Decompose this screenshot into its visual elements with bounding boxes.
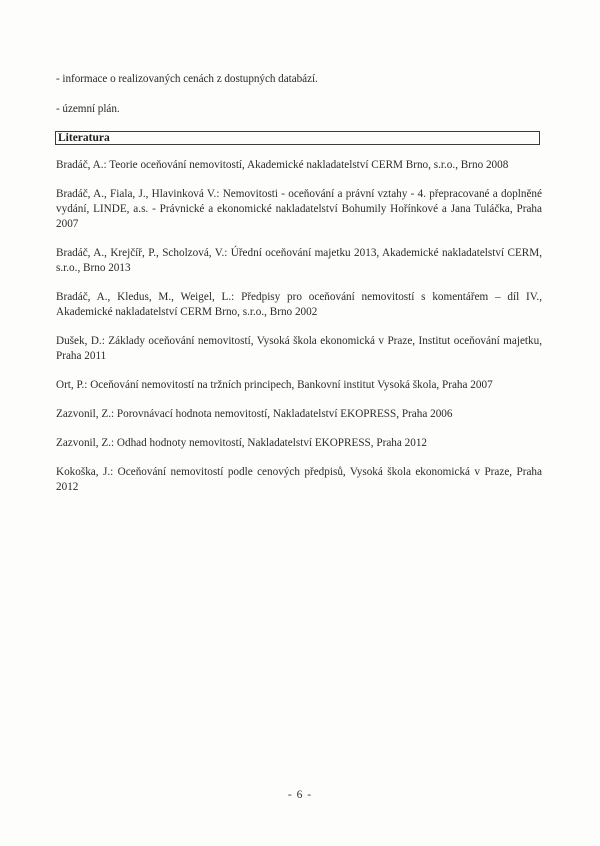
reference-item: Bradáč, A., Krejčíř, P., Scholzová, V.: Úřední oceňování majetku 2013, Akademické nakladatelství CERM, s.r.o., Brno 2013 bbox=[56, 247, 542, 274]
reference-item: Bradáč, A., Kledus, M., Weigel, L.: Předpisy pro oceňování nemovitostí s komentářem – díl IV., Akademické nakladatelství CERM Brno, s.r.o., Brno 2002 bbox=[56, 291, 542, 318]
reference-item: Bradáč, A., Fiala, J., Hlavinková V.: Nemovitosti - oceňování a právní vztahy - 4. přepracované a doplněné vydání, LINDE, a.s. - Právnické a ekonomické nakladatelství Bohumily Hořínkové a Jana Tuláčka, Praha 2007 bbox=[56, 188, 542, 230]
reference-item: Zazvonil, Z.: Odhad hodnoty nemovitostí, Nakladatelství EKOPRESS, Praha 2012 bbox=[56, 437, 428, 449]
reference-item: Ort, P.: Oceňování nemovitostí na tržních principech, Bankovní institut Vysoká škola, Praha 2007 bbox=[56, 379, 493, 391]
reference-list bbox=[56, 158, 542, 509]
reference-item: Dušek, D.: Základy oceňování nemovitostí, Vysoká škola ekonomická v Praze, Institut oceňování majetku, Praha 2011 bbox=[56, 335, 542, 362]
bullet-item-databases: - informace o realizovaných cenách z dostupných databází. bbox=[56, 73, 318, 85]
page-number: - 6 - bbox=[287, 789, 313, 801]
reference-item: Bradáč, A.: Teorie oceňování nemovitostí, Akademické nakladatelství CERM Brno, s.r.o., Brno 2008 bbox=[56, 159, 509, 171]
reference-item: Zazvonil, Z.: Porovnávací hodnota nemovitostí, Nakladatelství EKOPRESS, Praha 2006 bbox=[56, 408, 453, 420]
reference-item: Kokoška, J.: Oceňování nemovitostí podle cenových předpisů, Vysoká škola ekonomická v Praze, Praha 2012 bbox=[56, 466, 542, 493]
bullet-item-zoning-plan: - územní plán. bbox=[56, 103, 120, 115]
section-header-box bbox=[55, 131, 540, 145]
section-title: Literatura bbox=[58, 132, 110, 144]
